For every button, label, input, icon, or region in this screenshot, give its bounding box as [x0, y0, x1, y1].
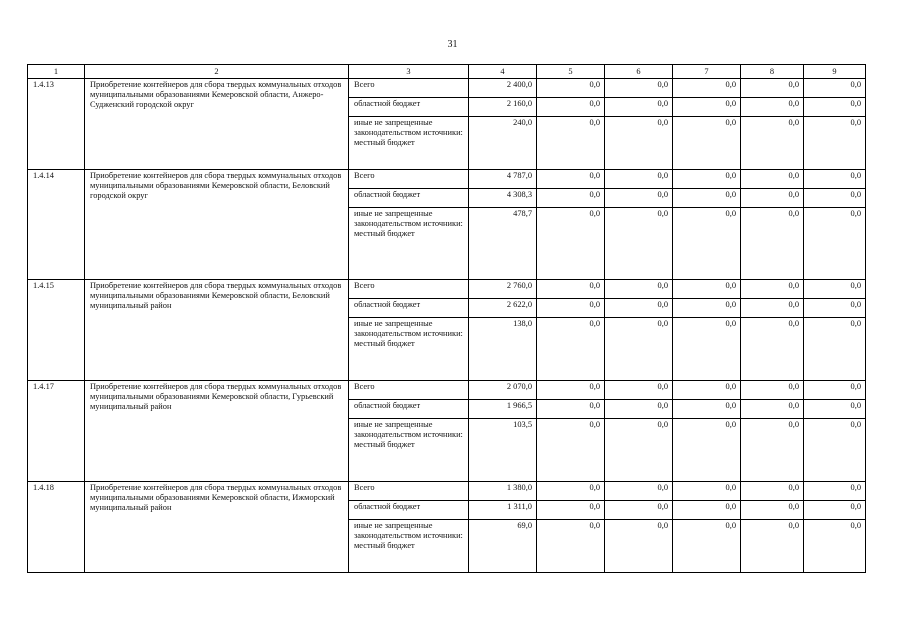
amount-cell: 0,0 [804, 299, 866, 318]
amount-cell: 0,0 [741, 189, 804, 208]
funding-source-label: иные не запрещенные законодательством источники: [354, 118, 463, 137]
amount-cell: 0,0 [605, 117, 673, 170]
funding-source [349, 208, 469, 280]
funding-source: Всего [349, 170, 469, 189]
amount-cell: 0,0 [804, 189, 866, 208]
amount-cell: 0,0 [804, 381, 866, 400]
amount-cell: 2 760,0 [469, 280, 537, 299]
amount-cell: 0,0 [537, 400, 605, 419]
table-body [28, 65, 866, 573]
amount-cell: 0,0 [804, 117, 866, 170]
amount-cell: 0,0 [804, 501, 866, 520]
header-cell: 2 [85, 65, 349, 79]
funding-source: областной бюджет [349, 501, 469, 520]
header-cell: 1 [28, 65, 85, 79]
amount-cell: 0,0 [605, 280, 673, 299]
funding-source-label: иные не запрещенные законодательством источники: [354, 209, 463, 228]
amount-cell: 240,0 [469, 117, 537, 170]
item-code: 1.4.18 [28, 482, 85, 573]
amount-cell: 4 787,0 [469, 170, 537, 189]
item-code: 1.4.17 [28, 381, 85, 482]
amount-cell: 0,0 [673, 400, 741, 419]
table-row [28, 381, 866, 400]
amount-cell: 0,0 [804, 79, 866, 98]
funding-source-sub: местный бюджет [354, 228, 415, 238]
table-row [28, 280, 866, 299]
amount-cell: 0,0 [537, 98, 605, 117]
amount-cell: 0,0 [537, 381, 605, 400]
amount-cell: 1 380,0 [469, 482, 537, 501]
funding-source-sub: местный бюджет [354, 439, 415, 449]
amount-cell: 0,0 [537, 208, 605, 280]
amount-cell: 0,0 [605, 318, 673, 381]
funding-source-label: иные не запрещенные законодательством источники: [354, 319, 463, 338]
amount-cell: 0,0 [804, 170, 866, 189]
amount-cell: 0,0 [741, 280, 804, 299]
amount-cell: 0,0 [804, 520, 866, 573]
amount-cell: 0,0 [605, 381, 673, 400]
item-code: 1.4.15 [28, 280, 85, 381]
amount-cell: 103,5 [469, 419, 537, 482]
amount-cell: 2 400,0 [469, 79, 537, 98]
funding-source: Всего [349, 79, 469, 98]
amount-cell: 0,0 [673, 482, 741, 501]
amount-cell: 0,0 [605, 189, 673, 208]
header-cell: 6 [605, 65, 673, 79]
amount-cell: 1 966,5 [469, 400, 537, 419]
amount-cell: 0,0 [673, 189, 741, 208]
amount-cell: 4 308,3 [469, 189, 537, 208]
amount-cell: 0,0 [741, 79, 804, 98]
amount-cell: 0,0 [537, 501, 605, 520]
table-row [28, 482, 866, 501]
amount-cell: 0,0 [804, 482, 866, 501]
amount-cell: 0,0 [673, 318, 741, 381]
amount-cell: 0,0 [741, 520, 804, 573]
header-cell: 3 [349, 65, 469, 79]
page-number: 31 [447, 39, 458, 50]
header-cell: 4 [469, 65, 537, 79]
item-name: Приобретение контейнеров для сбора твердых коммунальных отходов муниципальными образованиями Кемеровской области, Беловский муниципальный район [85, 280, 349, 381]
funding-source-sub: местный бюджет [354, 137, 415, 147]
amount-cell: 0,0 [605, 299, 673, 318]
header-cell: 5 [537, 65, 605, 79]
funding-source-label: иные не запрещенные законодательством источники: [354, 420, 463, 439]
amount-cell: 0,0 [741, 170, 804, 189]
table-row [28, 79, 866, 98]
amount-cell: 0,0 [804, 280, 866, 299]
amount-cell: 0,0 [673, 381, 741, 400]
amount-cell: 0,0 [673, 280, 741, 299]
amount-cell: 0,0 [804, 318, 866, 381]
header-row [28, 65, 866, 79]
funding-source-sub: местный бюджет [354, 338, 415, 348]
amount-cell: 0,0 [741, 117, 804, 170]
amount-cell: 0,0 [673, 419, 741, 482]
item-name: Приобретение контейнеров для сбора твердых коммунальных отходов муниципальными образованиями Кемеровской области, Анжеро-Судженский городской округ [85, 79, 349, 170]
budget-table [27, 64, 866, 573]
amount-cell: 0,0 [537, 170, 605, 189]
amount-cell: 0,0 [673, 299, 741, 318]
amount-cell: 138,0 [469, 318, 537, 381]
amount-cell: 0,0 [741, 299, 804, 318]
amount-cell: 0,0 [537, 117, 605, 170]
amount-cell: 0,0 [605, 400, 673, 419]
funding-source [349, 117, 469, 170]
funding-source: Всего [349, 482, 469, 501]
funding-source [349, 419, 469, 482]
item-code: 1.4.13 [28, 79, 85, 170]
item-name: Приобретение контейнеров для сбора твердых коммунальных отходов муниципальными образованиями Кемеровской области, Ижморский муниципальный район [85, 482, 349, 573]
header-cell: 8 [741, 65, 804, 79]
item-name: Приобретение контейнеров для сбора твердых коммунальных отходов муниципальными образованиями Кемеровской области, Беловский городской округ [85, 170, 349, 280]
amount-cell: 0,0 [537, 318, 605, 381]
amount-cell: 0,0 [741, 98, 804, 117]
amount-cell: 0,0 [605, 501, 673, 520]
table-row [28, 170, 866, 189]
amount-cell: 0,0 [537, 520, 605, 573]
amount-cell: 0,0 [804, 208, 866, 280]
amount-cell: 0,0 [605, 98, 673, 117]
amount-cell: 0,0 [673, 79, 741, 98]
amount-cell: 0,0 [605, 520, 673, 573]
item-name: Приобретение контейнеров для сбора твердых коммунальных отходов муниципальными образованиями Кемеровской области, Гурьевский муниципальный район [85, 381, 349, 482]
amount-cell: 0,0 [673, 170, 741, 189]
amount-cell: 0,0 [673, 501, 741, 520]
amount-cell: 0,0 [673, 208, 741, 280]
funding-source: областной бюджет [349, 98, 469, 117]
funding-source-label: иные не запрещенные законодательством источники: [354, 521, 463, 540]
funding-source-sub: местный бюджет [354, 540, 415, 550]
amount-cell: 2 070,0 [469, 381, 537, 400]
amount-cell: 0,0 [605, 208, 673, 280]
amount-cell: 0,0 [673, 117, 741, 170]
amount-cell: 0,0 [605, 170, 673, 189]
amount-cell: 0,0 [741, 419, 804, 482]
amount-cell: 0,0 [537, 299, 605, 318]
amount-cell: 0,0 [741, 501, 804, 520]
amount-cell: 0,0 [537, 482, 605, 501]
amount-cell: 1 311,0 [469, 501, 537, 520]
header-cell: 7 [673, 65, 741, 79]
amount-cell: 0,0 [605, 79, 673, 98]
funding-source [349, 318, 469, 381]
amount-cell: 0,0 [804, 400, 866, 419]
header-cell: 9 [804, 65, 866, 79]
funding-source: Всего [349, 381, 469, 400]
amount-cell: 0,0 [605, 482, 673, 501]
funding-source: Всего [349, 280, 469, 299]
amount-cell: 0,0 [804, 419, 866, 482]
amount-cell: 0,0 [741, 381, 804, 400]
amount-cell: 0,0 [673, 520, 741, 573]
amount-cell: 0,0 [741, 208, 804, 280]
funding-source: областной бюджет [349, 189, 469, 208]
amount-cell: 0,0 [804, 98, 866, 117]
amount-cell: 0,0 [537, 189, 605, 208]
amount-cell: 0,0 [537, 79, 605, 98]
amount-cell: 69,0 [469, 520, 537, 573]
amount-cell: 0,0 [605, 419, 673, 482]
item-code: 1.4.14 [28, 170, 85, 280]
amount-cell: 0,0 [741, 318, 804, 381]
amount-cell: 0,0 [537, 280, 605, 299]
amount-cell: 0,0 [673, 98, 741, 117]
amount-cell: 478,7 [469, 208, 537, 280]
amount-cell: 2 622,0 [469, 299, 537, 318]
funding-source: областной бюджет [349, 400, 469, 419]
funding-source [349, 520, 469, 573]
amount-cell: 2 160,0 [469, 98, 537, 117]
amount-cell: 0,0 [537, 419, 605, 482]
amount-cell: 0,0 [741, 400, 804, 419]
amount-cell: 0,0 [741, 482, 804, 501]
funding-source: областной бюджет [349, 299, 469, 318]
